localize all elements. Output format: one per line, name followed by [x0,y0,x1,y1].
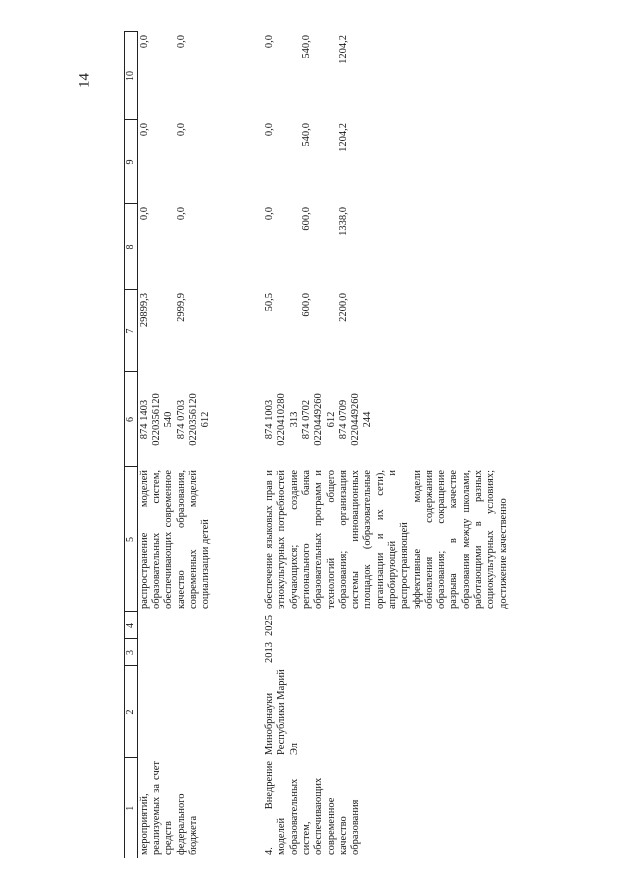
column-header: 8 [125,204,138,290]
value-col7-text: 50,5 600,0 2200,0 [264,293,349,322]
end-year-cell: 2025 [264,615,276,636]
table-row [263,32,511,858]
end-year-cell [137,612,263,639]
column-header: 3 [125,639,138,666]
value-col8-cell [263,204,511,290]
column-header: 2 [125,666,138,758]
measure-name-cell: 4. Внедрение моделей образовательных систем, обеспечивающих современное качество образования [264,761,362,855]
value-col8-cell [137,204,263,290]
value-col9-text: 0,0 540,0 1204,2 [264,123,349,152]
value-col9-cell [263,120,511,204]
value-col9-text: 0,0 0,0 [138,123,187,137]
value-col8-text: 0,0 600,0 1338,0 [264,207,349,236]
column-header: 6 [125,372,138,467]
value-col7-cell [263,290,511,372]
budget-code-cell [137,372,263,467]
value-col9-cell [137,120,263,204]
value-col7-cell [137,290,263,372]
expected-result-cell: обеспечение языковых прав и этнокультурных потребностей обучающихся; создание регионального банка образовательных программ и технологий общего образования; организация системы инновационных площадок (образовательные организации и их сети), апробирующей и распространяющей эффективные модели обновления содержания образования; сокращение разрыва в качестве образования между школами, работающими в разных социокультурных условиях; достижение качественно [264,470,509,609]
value-col10-cell [137,32,263,120]
value-col10-cell [263,32,511,120]
value-col10-text: 0,0 540,0 1204,2 [264,35,349,64]
column-header: 1 [125,758,138,858]
column-header: 9 [125,120,138,204]
budget-code-cell [263,372,511,467]
value-col8-text: 0,0 0,0 [138,207,187,221]
column-header: 10 [125,32,138,120]
start-year-cell: 2013 [264,642,276,663]
column-header: 4 [125,612,138,639]
executor-cell: Минобрнауки Республики Марий Эл [264,669,300,755]
budget-code-text: 874 1003 0220410280 313 874 0702 0220449260 612 874 0709 0220449260 244 [264,393,374,446]
executor-cell [137,666,263,758]
value-col7-text: 29899,3 2999,9 [138,293,187,328]
table-row [137,32,263,858]
value-col10-text: 0,0 0,0 [138,35,187,49]
header-row [125,32,138,858]
column-header: 7 [125,290,138,372]
expected-result-cell: распространение моделей образовательных систем, обеспечивающих современное качество образования, современных моделей социализации детей [138,470,212,609]
start-year-cell [137,639,263,666]
page-number: 14 [76,73,93,88]
budget-code-text: 874 1403 0220356120 540 874 0703 0220356120 612 [138,393,212,446]
column-header: 5 [125,467,138,612]
measure-name-cell: мероприятий, реализуемых за счет средств федерального бюджета [138,761,199,855]
program-table [124,32,511,859]
